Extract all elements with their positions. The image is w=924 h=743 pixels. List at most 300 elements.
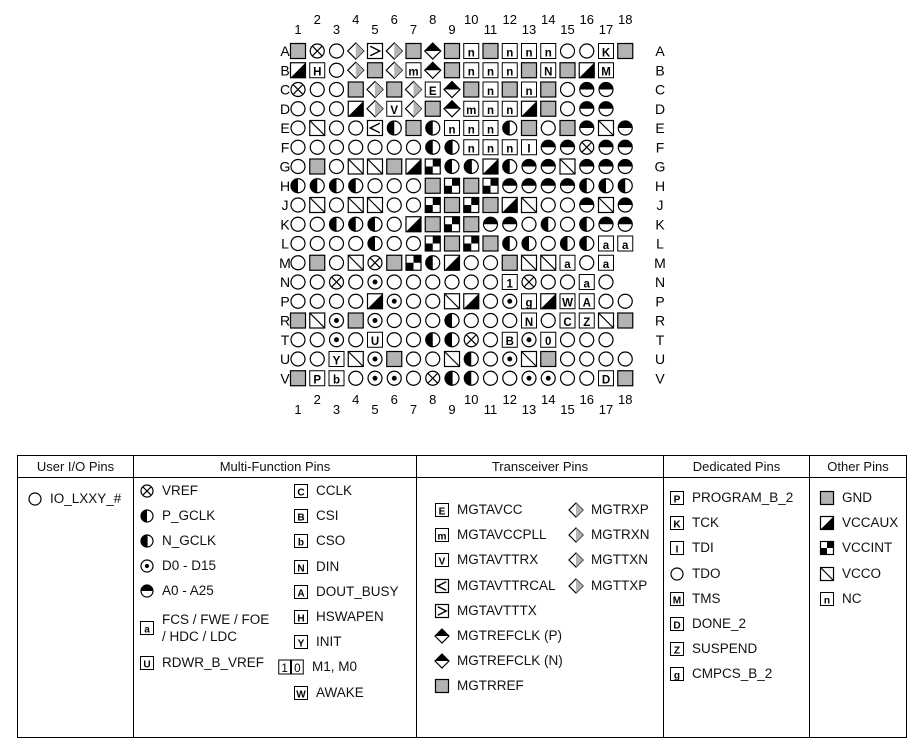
pin-cell	[445, 198, 460, 213]
svg-text:n: n	[544, 47, 552, 60]
col-number-top: 11	[483, 22, 498, 37]
col-number-bottom: 15	[560, 402, 575, 417]
pin-cell	[483, 140, 498, 156]
pin-symbol-icon	[668, 540, 686, 556]
svg-text:I: I	[675, 545, 679, 557]
pin-cell	[541, 314, 555, 328]
pin-cell	[560, 159, 575, 174]
pin-cell	[579, 275, 594, 291]
svg-text:m: m	[408, 66, 419, 79]
pin-cell	[599, 140, 613, 154]
pin-cell	[425, 236, 440, 251]
col-number-top: 15	[560, 22, 575, 37]
pin-cell	[561, 198, 575, 212]
svg-text:a: a	[602, 259, 610, 272]
svg-text:n: n	[467, 47, 475, 60]
pin-cell	[329, 371, 344, 387]
pin-cell	[425, 101, 440, 116]
pin-cell	[522, 313, 537, 329]
pin-cell	[503, 179, 517, 193]
pin-cell	[445, 63, 460, 78]
pin-cell	[599, 255, 614, 271]
pin-symbol-icon	[433, 502, 451, 518]
pin-cell	[291, 256, 305, 270]
col-number-bottom: 17	[598, 402, 614, 417]
svg-text:W: W	[562, 297, 573, 310]
row-letter-left: E	[280, 120, 290, 136]
pin-cell	[348, 255, 363, 270]
pin-cell	[387, 198, 401, 212]
pin-cell	[541, 160, 555, 174]
svg-text:M: M	[672, 595, 682, 607]
pin-symbol-icon	[567, 527, 585, 543]
pin-cell	[464, 352, 478, 366]
pin-cell	[522, 255, 537, 270]
row-letter-left: J	[281, 197, 289, 213]
pin-cell	[387, 121, 401, 135]
pin-symbol-icon	[818, 540, 836, 556]
pin-cell	[444, 101, 460, 117]
legend-item	[668, 540, 714, 556]
pin-cell	[367, 101, 383, 117]
pin-cell	[387, 217, 401, 231]
pin-cell	[348, 43, 364, 59]
pin-cell	[464, 160, 478, 174]
svg-text:N: N	[524, 316, 534, 329]
pin-cell	[330, 275, 344, 289]
row-letter-left: B	[280, 62, 290, 79]
pin-cell	[580, 44, 594, 58]
pin-cell	[426, 294, 440, 308]
col-number-top: 16	[579, 12, 594, 27]
pin-cell	[464, 44, 479, 60]
legend-item	[567, 578, 647, 594]
legend-label: DOUT_BUSY	[316, 583, 399, 599]
pin-cell	[599, 333, 613, 347]
svg-text:W: W	[296, 689, 306, 701]
pin-cell	[445, 44, 460, 59]
pin-cell	[445, 178, 460, 193]
pin-symbol-icon	[433, 578, 451, 594]
pin-cell	[541, 352, 556, 367]
pin-cell	[445, 294, 460, 309]
pin-cell	[387, 140, 401, 154]
pin-cell	[580, 371, 594, 385]
pin-cell	[580, 121, 594, 135]
pin-cell	[464, 371, 478, 385]
col-number-bottom: 5	[371, 402, 379, 417]
pin-cell	[522, 82, 537, 98]
pin-cell	[522, 179, 536, 193]
pin-cell	[445, 121, 460, 137]
row-letter-left: T	[280, 331, 290, 348]
legend-item	[138, 655, 264, 671]
pin-cell	[310, 371, 325, 387]
row-letter-left: U	[279, 351, 291, 367]
pin-cell	[483, 159, 498, 174]
pin-cell	[561, 179, 575, 193]
pin-cell	[291, 102, 305, 116]
svg-text:Y: Y	[297, 638, 305, 650]
pin-cell	[580, 160, 594, 174]
row-letter-right: U	[654, 351, 666, 367]
pin-cell	[503, 160, 517, 174]
col-number-top: 12	[502, 12, 517, 27]
row-letter-left: P	[280, 293, 290, 310]
pin-cell	[618, 313, 633, 328]
pin-symbol-icon	[292, 634, 310, 650]
pin-cell	[464, 140, 479, 156]
legend-dedicated-title: Dedicated Pins	[664, 456, 809, 478]
pin-cell	[541, 82, 556, 97]
pin-cell	[310, 140, 324, 154]
legend-dedicated	[663, 456, 809, 737]
legend-label: MGTAVTTRX	[457, 552, 539, 568]
svg-text:a: a	[583, 278, 590, 291]
svg-text:m: m	[466, 105, 477, 118]
row-letter-right: R	[654, 312, 666, 329]
pin-cell	[349, 179, 363, 193]
pin-cell	[407, 140, 421, 154]
legend-label: IO_LXXY_#	[50, 491, 122, 506]
legend-label: VCCAUX	[842, 515, 899, 531]
pin-symbol-icon	[433, 653, 451, 669]
legend-label: TMS	[692, 590, 721, 606]
pin-cell	[310, 275, 324, 289]
row-letter-right: H	[654, 177, 666, 194]
row-letter-left: V	[280, 370, 290, 387]
legend-transceiver	[416, 456, 663, 737]
pin-cell	[503, 217, 517, 231]
pin-cell	[291, 198, 305, 212]
svg-text:0: 0	[294, 662, 301, 676]
pin-cell	[580, 83, 594, 97]
pin-cell	[291, 140, 305, 154]
pin-cell	[502, 44, 517, 60]
pin-cell	[349, 237, 363, 251]
svg-text:a: a	[144, 624, 150, 636]
pin-cell	[541, 101, 556, 116]
pin-symbol-icon	[433, 603, 451, 619]
pin-cell	[348, 62, 364, 78]
col-number-bottom: 9	[448, 402, 456, 417]
row-letter-right: J	[656, 197, 664, 213]
pin-cell	[368, 179, 382, 193]
pin-cell	[348, 101, 363, 116]
pin-cell	[561, 371, 575, 385]
svg-text:n: n	[486, 143, 495, 156]
legend-item	[668, 641, 757, 657]
legend-item	[433, 527, 547, 543]
legend-user-io-title: User I/O Pins	[18, 456, 133, 478]
pin-symbol-icon	[668, 641, 686, 657]
pin-cell	[387, 255, 402, 270]
pin-cell	[406, 44, 421, 59]
legend-other	[809, 456, 906, 737]
pin-cell	[310, 44, 324, 58]
pin-cell	[330, 256, 344, 270]
legend-item	[292, 584, 399, 600]
pin-cell	[348, 352, 363, 367]
pin-symbol-icon	[138, 558, 156, 574]
svg-text:D: D	[601, 374, 611, 387]
pin-cell	[580, 352, 594, 366]
pin-cell	[386, 62, 402, 78]
pin-cell	[406, 82, 422, 98]
svg-text:n: n	[467, 143, 475, 156]
pin-cell	[407, 371, 421, 385]
pin-cell	[368, 256, 382, 270]
pin-cell	[387, 82, 402, 97]
svg-text:n: n	[486, 85, 495, 98]
svg-text:A: A	[297, 588, 305, 600]
pin-cell	[484, 352, 498, 366]
pin-cell	[406, 63, 421, 79]
pin-cell	[387, 371, 401, 385]
svg-text:n: n	[467, 66, 475, 79]
pin-cell	[445, 236, 460, 251]
pin-cell	[579, 313, 594, 329]
pin-cell	[330, 333, 344, 347]
legend-item	[818, 490, 872, 506]
svg-text:a: a	[602, 239, 610, 252]
svg-text:n: n	[506, 66, 514, 79]
pin-cell	[541, 332, 556, 348]
pin-cell	[599, 198, 614, 213]
pin-cell	[580, 102, 594, 116]
pin-cell	[310, 352, 324, 366]
col-number-top: 3	[332, 22, 341, 37]
pin-cell	[464, 333, 478, 347]
pin-cell	[599, 179, 613, 193]
row-letter-right: V	[655, 370, 665, 387]
pin-cell	[561, 102, 575, 116]
pin-cell	[349, 371, 363, 385]
pin-cell	[599, 63, 614, 79]
pin-cell	[541, 371, 555, 385]
row-letter-right: T	[655, 331, 665, 348]
pin-cell	[445, 255, 460, 270]
legend-label: MGTTXP	[591, 577, 648, 593]
pin-cell	[484, 275, 498, 289]
pin-cell	[580, 217, 594, 231]
pin-cell	[522, 44, 537, 60]
pin-symbol-icon	[818, 515, 836, 531]
pin-cell	[503, 314, 517, 328]
pin-cell	[483, 178, 498, 193]
legend-label: MGTRXN	[591, 527, 650, 543]
pin-cell	[445, 371, 459, 385]
pin-cell	[310, 255, 325, 270]
legend-label: MGTREFCLK (N)	[457, 653, 563, 669]
row-letter-left: K	[280, 216, 290, 233]
pin-cell	[483, 101, 498, 117]
pin-cell	[291, 121, 305, 135]
legend-item	[433, 603, 537, 619]
pin-cell	[522, 237, 536, 251]
pin-cell	[329, 352, 344, 368]
svg-text:V: V	[390, 105, 399, 118]
pin-cell	[406, 159, 421, 174]
pin-cell	[522, 160, 536, 174]
svg-text:E: E	[428, 85, 437, 98]
pin-cell	[348, 198, 363, 213]
pin-cell	[291, 83, 305, 97]
pin-cell	[291, 294, 305, 308]
svg-text:Z: Z	[583, 316, 591, 329]
pin-cell	[330, 198, 344, 212]
row-letter-left: A	[280, 43, 290, 59]
pin-legend	[17, 455, 907, 738]
legend-item	[433, 653, 563, 669]
legend-item	[433, 502, 523, 518]
pin-cell	[425, 178, 440, 193]
pin-cell	[310, 198, 325, 213]
pin-cell	[330, 44, 344, 58]
pin-symbol-icon	[818, 566, 836, 582]
legend-label: CSO	[316, 533, 346, 549]
pin-cell	[368, 140, 382, 154]
pin-cell	[464, 121, 479, 137]
svg-text:a: a	[622, 239, 629, 252]
row-letter-right: E	[655, 120, 665, 136]
pin-cell	[387, 294, 401, 308]
col-number-bottom: 18	[618, 392, 633, 407]
pin-cell	[330, 121, 344, 135]
pin-cell	[425, 82, 440, 98]
legend-label: NC	[842, 590, 862, 606]
pin-cell	[599, 121, 614, 136]
pin-cell	[368, 371, 382, 385]
legend-multi-function-title: Multi-Function Pins	[134, 456, 416, 478]
pin-cell	[426, 352, 440, 366]
pin-cell	[310, 333, 324, 347]
pin-cell	[368, 314, 382, 328]
pin-cell	[310, 102, 324, 116]
pin-cell	[502, 198, 517, 213]
row-letter-right: F	[655, 139, 665, 156]
pin-cell	[599, 313, 614, 328]
svg-text:I: I	[527, 143, 531, 156]
svg-text:n: n	[506, 143, 514, 156]
pin-cell	[503, 294, 517, 308]
legend-label: CMPCS_B_2	[692, 666, 773, 682]
pin-symbol-icon	[292, 685, 310, 701]
svg-text:n: n	[525, 47, 533, 60]
pin-symbol-icon	[433, 628, 451, 644]
pin-cell	[618, 140, 632, 154]
svg-text:n: n	[448, 124, 456, 137]
pin-cell	[522, 371, 536, 385]
pin-cell	[580, 333, 594, 347]
col-number-top: 6	[390, 12, 398, 27]
legend-item	[433, 678, 524, 694]
pin-cell	[291, 371, 306, 386]
pin-symbol-icon	[668, 515, 686, 531]
col-number-bottom: 1	[294, 402, 302, 417]
legend-item	[276, 659, 357, 675]
svg-text:a: a	[564, 259, 571, 272]
legend-multi-function	[133, 456, 416, 737]
col-number-top: 17	[598, 22, 614, 37]
legend-item	[818, 591, 862, 607]
pin-cell	[330, 217, 344, 231]
pin-cell	[368, 44, 383, 59]
pin-cell	[522, 217, 536, 231]
pin-symbol-icon	[26, 491, 44, 507]
pin-cell	[561, 237, 575, 251]
pin-cell	[599, 236, 614, 252]
col-number-bottom: 2	[313, 392, 321, 407]
legend-label: AWAKE	[316, 684, 364, 700]
pin-cell	[560, 255, 575, 271]
pin-cell	[561, 44, 575, 58]
pin-cell	[330, 63, 344, 77]
pin-cell	[291, 63, 306, 78]
row-letter-right: L	[656, 235, 664, 252]
pin-cell	[464, 178, 479, 193]
pin-cell	[599, 102, 613, 116]
pin-cell	[425, 198, 440, 213]
legend-item	[292, 559, 339, 575]
legend-user-io	[18, 456, 133, 737]
legend-transceiver-title: Transceiver Pins	[417, 456, 663, 478]
pin-cell	[464, 63, 479, 79]
svg-text:g: g	[525, 297, 533, 310]
pin-symbol-icon	[292, 584, 310, 600]
pin-cell	[561, 275, 575, 289]
pin-cell	[445, 352, 460, 367]
pin-cell	[580, 256, 594, 270]
pin-cell	[599, 217, 613, 231]
pin-cell	[368, 352, 382, 366]
row-letter-right: D	[654, 100, 666, 117]
row-letter-right: N	[654, 274, 666, 290]
legend-item	[567, 502, 649, 518]
pin-cell	[599, 371, 614, 387]
legend-item	[138, 611, 269, 645]
svg-text:C: C	[563, 316, 572, 329]
legend-item	[138, 533, 216, 549]
svg-text:b: b	[332, 374, 341, 387]
row-letter-left: N	[279, 274, 291, 290]
pin-symbol-icon	[433, 678, 451, 694]
pin-cell	[599, 275, 613, 289]
svg-text:n: n	[823, 595, 831, 607]
pin-cell	[599, 160, 613, 174]
pin-symbol-icon	[138, 655, 156, 671]
pin-cell	[580, 140, 594, 154]
pin-cell	[502, 140, 517, 156]
legend-label: INIT	[316, 634, 342, 650]
pin-cell	[291, 237, 305, 251]
pin-cell	[580, 179, 594, 193]
pin-cell	[580, 237, 594, 251]
pin-symbol-icon	[668, 591, 686, 607]
col-number-bottom: 6	[390, 392, 398, 407]
row-letter-left: D	[279, 100, 291, 117]
pin-cell	[522, 198, 537, 213]
pin-cell	[502, 63, 517, 79]
pin-cell	[618, 160, 632, 174]
pin-cell	[387, 237, 401, 251]
legend-item	[818, 540, 892, 556]
pin-symbol-icon	[668, 616, 686, 632]
legend-label: TDO	[692, 565, 721, 581]
pin-cell	[407, 237, 421, 251]
legend-other-title: Other Pins	[810, 456, 906, 478]
svg-text:B: B	[297, 512, 305, 524]
